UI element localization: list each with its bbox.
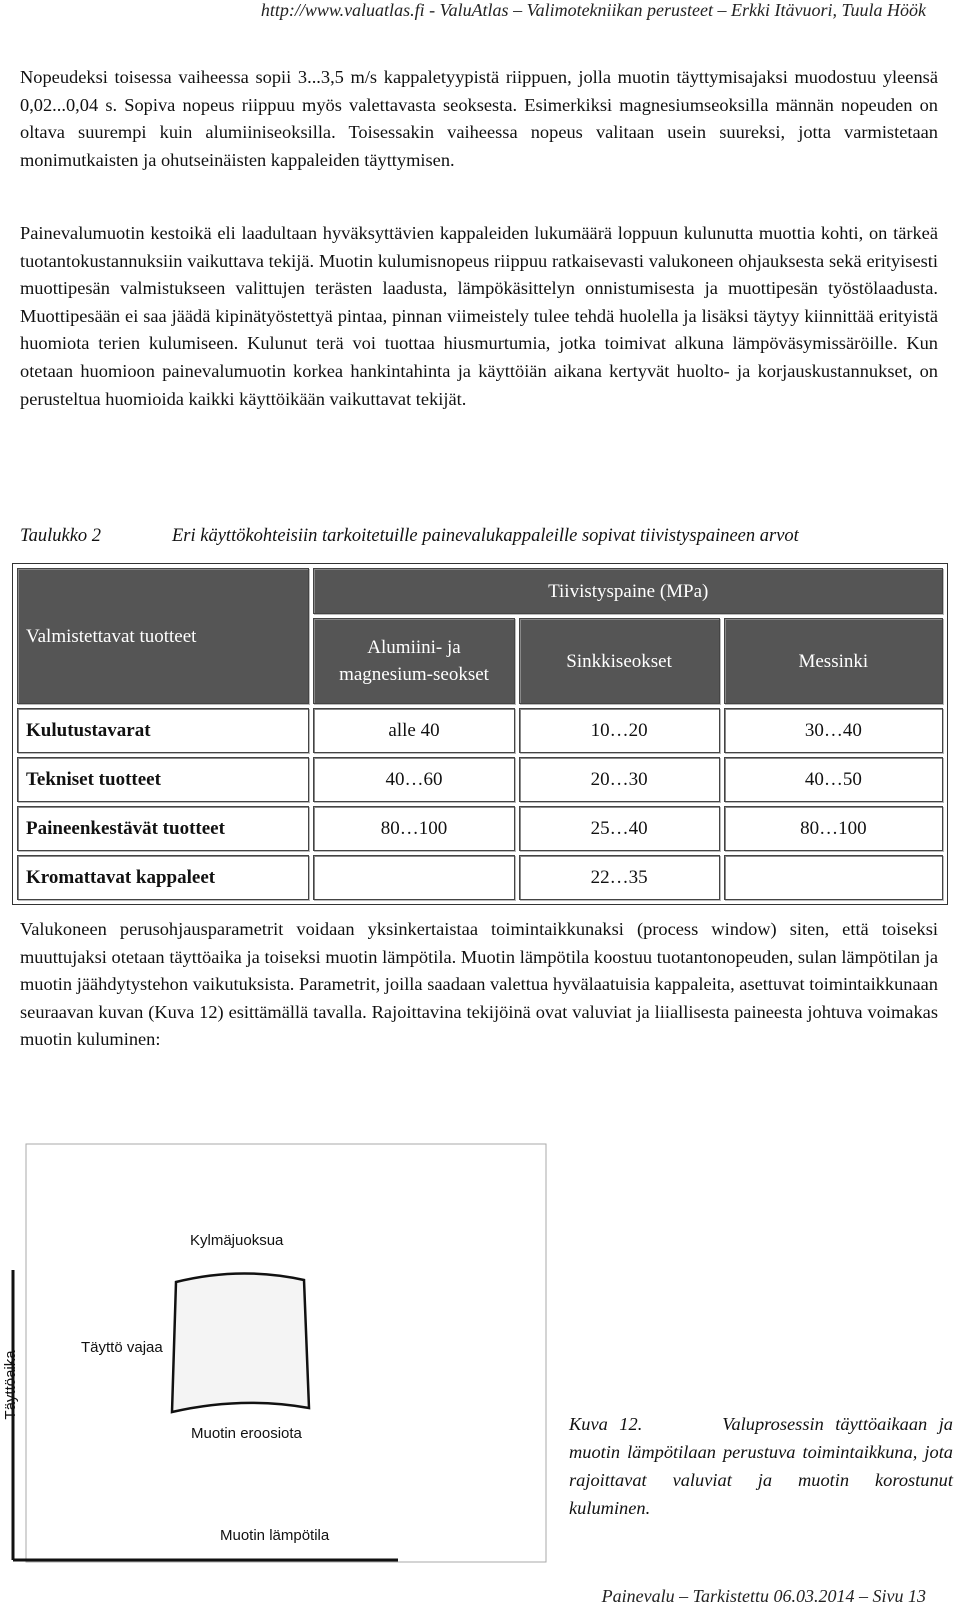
- region-label-underfill: Täyttö vajaa: [81, 1339, 163, 1356]
- row-label: Paineenkestävät tuotteet: [17, 806, 309, 851]
- table-cell: 80…100: [724, 806, 943, 851]
- column-header: Messinki: [724, 618, 943, 704]
- table-cell: [313, 855, 514, 900]
- table-caption-number: Taulukko 2: [20, 526, 102, 546]
- table-cell: 40…60: [313, 757, 514, 802]
- group-header: Tiivistyspaine (MPa): [313, 568, 943, 614]
- row-label: Tekniset tuotteet: [17, 757, 309, 802]
- table-cell: [724, 855, 943, 900]
- row-header-label: Valmistettavat tuotteet: [17, 568, 309, 704]
- table-cell: 22…35: [519, 855, 720, 900]
- running-header: http://www.valuatlas.fi - ValuAtlas – Valimotekniikan perusteet – Erkki Itävuori, Tuula Höök: [260, 0, 926, 20]
- row-label: Kromattavat kappaleet: [17, 855, 309, 900]
- table-cell: 30…40: [724, 708, 943, 753]
- y-axis-label: Täyttöaika: [2, 1350, 19, 1420]
- table-cell: alle 40: [313, 708, 514, 753]
- row-label: Kulutustavarat: [17, 708, 309, 753]
- table-row: [17, 757, 943, 802]
- table-row: [17, 855, 943, 900]
- process-window-diagram: [0, 1140, 560, 1570]
- x-axis-label: Muotin lämpötila: [220, 1527, 330, 1544]
- region-label-erosion: Muotin eroosiota: [191, 1425, 302, 1442]
- paragraph-die-life: Painevalumuotin kestoikä eli laadultaan hyväksyttävien kappaleiden lukumäärä loppuun kulunutta muottia kohti, on tärkeä tuotantokustannuksiin vaikuttava tekijä. Muotin kulumisnopeus riippuu ratkaisevasti valukoneen ohjauksesta sekä erityisesti muottipesän valmistukseen valittujen terästen laadusta, lämpökäsittelyn onnistumisesta ja muottipesän työstölaadusta. Muottipesään ei saa jäädä kipinätyöstettyä pintaa, pinnan viimeistely tulee tehdä huolella ja lisäksi täytyy kiinnittää erityistä huomiota terien kulumiseen. Kulunut terä voi tuottaa hiusmurtumia, jotka toimivat alkuna lämpöväsymissäröille. Kun otetaan huomioon painevalumuotin korkea hankintahinta ja käyttöiän aikana kertyvät huolto- ja korjauskustannukset, on perusteltua huomioida kaikki käyttöikään vaikuttavat tekijät.: [20, 223, 938, 409]
- figure-caption-text: Valuprosessin täyttöaikaan ja muotin lämpötilaan perustuva toimintaikkuna, jota rajoittavat valuviat ja muotin korostunut kuluminen.: [569, 1414, 954, 1518]
- table-cell: 40…50: [724, 757, 943, 802]
- table-cell: 25…40: [519, 806, 720, 851]
- table-cell: 80…100: [313, 806, 514, 851]
- process-window-region: [172, 1273, 309, 1412]
- table-cell: 10…20: [519, 708, 720, 753]
- table-row: [17, 708, 943, 753]
- table-cell: 20…30: [519, 757, 720, 802]
- table-caption-text: Eri käyttökohteisiin tarkoitetuille painevalukappaleille sopivat tiivistyspaineen arvot: [172, 526, 799, 546]
- paragraph-process-window: Valukoneen perusohjausparametrit voidaan yksinkertaistaa toimintaikkunaksi (process window) siten, että toiseksi muuttujaksi otetaan täyttöaika ja toiseksi muotin lämpötila. Muotin lämpötila koostuu tuotantonopeuden, sulan lämpötilan ja muotin jäähdytystehon vaikutuksista. Parametrit, joilla saadaan valettua hyvälaatuisia kappaleita, asettuvat toimintaikkunaan seuraavan kuvan (Kuva 12) esittämällä tavalla. Rajoittavina tekijöinä ovat valuviat ja liiallisesta paineesta johtuva voimakas muotin kuluminen:: [20, 919, 938, 1050]
- region-label-cold: Kylmäjuoksua: [190, 1232, 284, 1249]
- page-footer: Painevalu – Tarkistettu 06.03.2014 – Sivu 13: [601, 1586, 926, 1606]
- column-header: Sinkkiseokset: [519, 618, 720, 704]
- figure-caption-number: Kuva 12.: [569, 1414, 643, 1434]
- figure-caption: [569, 1410, 953, 1522]
- pressure-table: [12, 563, 948, 905]
- column-header: Alumiini- ja magnesium-seokset: [313, 618, 514, 704]
- table-row: [17, 806, 943, 851]
- paragraph-injection-speed: Nopeudeksi toisessa vaiheessa sopii 3...3,5 m/s kappaletyypistä riippuen, jolla muotin täyttymisajaksi muodostuu yleensä 0,02...0,04 s. Sopiva nopeus riippuu myös valettavasta seoksesta. Esimerkiksi magnesiumseoksilla männän nopeuden on oltava suurempi kuin alumiiniseoksilla. Toisessakin vaiheessa nopeus valitaan usein suureksi, jotta varmistetaan monimutkaisten ja ohutseinäisten kappaleiden täyttymisen.: [20, 67, 938, 170]
- process-window-figure: [0, 1140, 560, 1570]
